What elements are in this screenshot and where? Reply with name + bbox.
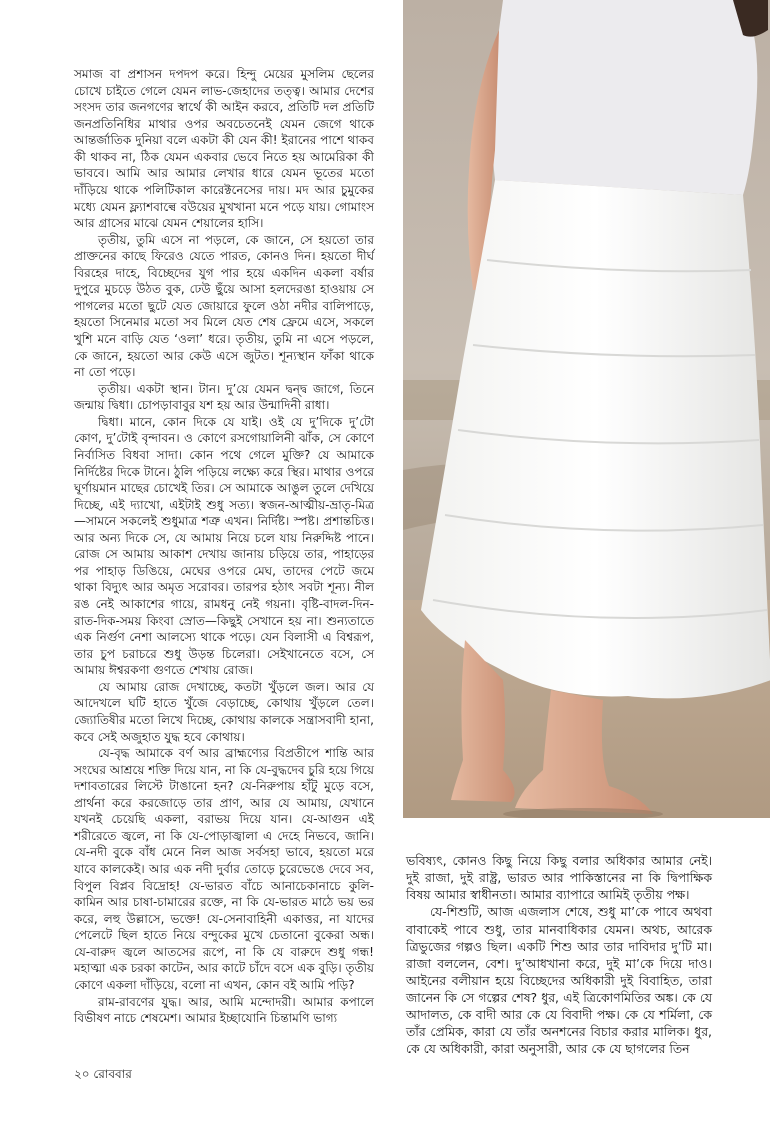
paragraph: যে-বৃদ্ধ আমাকে বর্ণ আর ব্রাহ্মণ্যের বিপ্রতীপে শান্তি আর সংঘের আশ্রয়ে শক্তি দিয়ে যান, না কি যে-বুদ্ধদেব চুরি হয়ে গিয়ে দশাবতারের লিস্টে টাঙানো হন? যে-নিরুপায় হাঁটু মুড়ে বসে, প্রার্থনা করে করজোড়ে তার প্রাণ, আর যে আমায়, যেখানে যখনই চেয়েছি একলা, বরাভয় দিয়ে যান। যে-আগুন এই শরীরেতে জ্বলে, না কি যে-পোড়াজ্বালা এ দেহে নিভবে, জানি। যে-নদী বুকে বাঁধ মেনে নিল আজ সর্বসহা ভাবে, হয়তো মরে যাবে কালকেই। আর এক নদী দুর্বার তোড়ে চুরেভেঙে দেবে সব, বিপুল বিপ্লব বিদ্রোহ! যে-ভারত বাঁচে আনাচেকানাচে কুলি-কামিন আর চাষা-চামারের রক্তে, না কি যে-ভারত মাঠে ভয় ভর করে, লহু উল্লাসে, ভক্তে! যে-সেনাবাহিনী একাত্তর, না যাদের পেলেটে ছিল হাতে নিয়ে বন্দুকের মুখে চেতানো বুকেরা অন্ধ। যে-বারুদ জ্বলে আতসের রূপে, না কি যে বারুদে শুধু গন্ধ! মহাত্মা এক চরকা কাটেন, আর কাটে চাঁদে বসে এক বুড়ি। তৃতীয় কোণে একলা দাঁড়িয়ে, বলো না এখন, কোন বই আমি পড়ি? (74, 746, 374, 992)
article-left-column (74, 66, 374, 1027)
paragraph: দ্বিধা। মানে, কোন দিকে যে যাই। ওই যে দু’দিকে দু’টো কোণ, দু’টোই বৃন্দাবন। ও কোণে রসগোয়ালিনী ঝাঁক, সে কোণে নির্বাসিত বিধবা সাদা। কোন পথে গেলে মুক্তি? যে আমাকে নির্দিষ্টের দিকে টানে। ঠুলি পড়িয়ে লক্ষ্যে করে স্থির। মাথার ওপরে ঘূর্ণায়মান মাছের চোখেই তির। সে আমাকে আঙুল তুলে দেখিয়ে দিচ্ছে, এই দ্যাখো, এইটাই শুধু সত্য। স্বজন-আত্মীয়-ভ্রাতৃ-মিত্র—সামনে সকলেই শুধুমাত্র শত্রু এখন। নির্দিষ্ট। স্পষ্ট। প্রশান্তচিত্ত। আর অন্য দিকে সে, যে আমায় নিয়ে চলে যায় নিরুদ্দিষ্ট পানে। রোজ সে আমায় আকাশ দেখায় জানায় চড়িয়ে তার, পাহাড়ের পর পাহাড় ডিঙিয়ে, মেঘের ওপরে মেঘ, তাদের পেটে জমে থাকা বিদ্যুৎ আর অমৃত সরোবর। তারপর হঠাৎ সবটা শূন্য। নীল রঙ নেই আকাশের গায়ে, রামধনু নেই গয়না। বৃষ্টি-বাদল-দিন-রাত-দিক-সময় কিংবা স্রোত—কিছুই সেখানে হয় না। শুন্যতাতে এক নির্গুণ নেশা আলস্যে থাকে পড়ে। যেন বিলাসী এ বিশ্বরূপ, তার চুপ চরাচরে শুধু উড়ন্ত চিলেরা। সেইখানেতে বসে, সে আমায় ঈশ্বরকণা গুণতে শেখায় রোজ। (74, 414, 374, 678)
paragraph: রাম-রাবণের যুদ্ধ। আর, আমি মন্দোদরী। আমার কপালে বিভীষণ নাচে শেষমেশ। আমার ইচ্ছাযোনি চিন্তামণি ভাগ্য (74, 994, 374, 1026)
paragraph: সমাজ বা প্রশাসন দপদপ করে। হিন্দু মেয়ের মুসলিম ছেলের চোখে চাইতে গেলে যেমন লাভ-জেহাদের তত্ত্ব। আমার দেশের সংসদ তার জনগণের স্বার্থে কী আইন করবে, প্রতিটি দল প্রতিটি জনপ্রতিনিধির মাথার ওপর অবচেতনেই যেমন জেগে থাকে আন্তর্জাতিক দুনিয়া বলে একটা কী যেন কী! ইরানের পাশে থাকব কী থাকব না, ঠিক যেমন একবার ভেবে নিতে হয় আমেরিকা কী ভাববে। আমি আর আমার লেখার ধারে যেমন ভূতের মতো দাঁড়িয়ে থাকে পলিটিকাল কারেক্টনেসের দায়। মদ আর চুমুকের মধ্যে যেমন ফ্ল্যাশবাল্বে বউয়ের মুখখানা মনে পড়ে যায়। গোমাংস আর গ্রাসের মাঝে যেমন শেয়ালের হাসি। (74, 67, 374, 231)
paragraph: যে আমায় রোজ দেখাচ্ছে, কতটা খুঁড়লে জল। আর যে আদেখলে ঘটি হাতে খুঁজে বেড়াচ্ছে, কোথায় খুঁড়লে তেল। জ্যোতিষীর মতো লিখে দিচ্ছে, কোথায় কালকে সন্ত্রাসবাদী হানা, কবে সেই অজুহাত যুদ্ধ হবে কোথায়। (74, 679, 374, 744)
paragraph: তৃতীয়। একটা স্থান। টান। দু’য়ে যেমন দ্বন্দ্ব জাগে, তিনে জন্মায় দ্বিধা। চোপড়াবাবুর যশ হয় আর উন্মাদিনী রাধা। (74, 381, 374, 413)
paragraph: ভবিষ্যৎ, কোনও কিছু নিয়ে কিছু বলার অধিকার আমার নেই। দুই রাজা, দুই রাষ্ট্র, ভারত আর পাকিস্তানের না কি দ্বিপাক্ষিক বিষয় আমার স্বাধীনতা। আমার ব্যাপারে আমিই তৃতীয় পক্ষ। (406, 853, 712, 903)
woman-walking-beach-photo (403, 0, 770, 818)
article-right-column (406, 852, 712, 1058)
paragraph: যে-শিশুটি, আজ এজলাস শেষে, শুধু মা’কে পাবে অথবা বাবাকেই পাবে শুধু, তার মানবাধিকার যেমন। অথচ, আরেক ত্রিভুজের গল্পও ছিল। একটি শিশু আর তার দাবিদার দু’টি মা। রাজা বললেন, বেশ। দু’আধখানা করে, দুই মা’কে দিয়ে দাও। আইনের বলীয়ান হয়ে বিচ্ছেদের অধিকারী দুই বিবাহিত, তারা জানেন কি সে গল্পের শেষ? ধুর, এই ত্রিকোণমিতির অঙ্ক। কে যে আদালত, কে বাদী আর কে যে বিবাদী পক্ষ। কে যে শর্মিলা, কে তাঁর প্রেমিক, কারা যে তাঁর অনশনের বিচার করার মালিক। ধুর, কে যে অধিকারী, কারা অনুসারী, আর কে যে ছাগলের তিন (406, 904, 712, 1057)
paragraph: তৃতীয়, তুমি এসে না পড়লে, কে জানে, সে হয়তো তার প্রাক্তনের কাছে ফিরেও যেতে পারত, কোনও দিন। হয়তো দীর্ঘ বিরহের দাহে, বিচ্ছেদের যুগ পার হয়ে একদিন একলা বর্ষার দুপুরে মুচড়ে উঠত বুক, ঢেউ ছুঁয়ে আসা হলদেরঙা হাওয়ায় সে পাগলের মতো ছুটে যেত জোয়ারে ফুলে ওঠা নদীর বালিপাড়ে, হয়তো সিনেমার মতো সব মিলে যেত শেষ ফ্রেমে এসে, সকলে খুশি মনে বাড়ি যেত ‘ওলা’ ধরে। তৃতীয়, তুমি না এসে পড়লে, কে জানে, হয়তো আর কেউ এসে জুটত। শূন্যস্থান ফাঁকা থাকে না তো পড়ে। (74, 232, 374, 380)
page-footer: ২০ রোববার (74, 1067, 132, 1081)
